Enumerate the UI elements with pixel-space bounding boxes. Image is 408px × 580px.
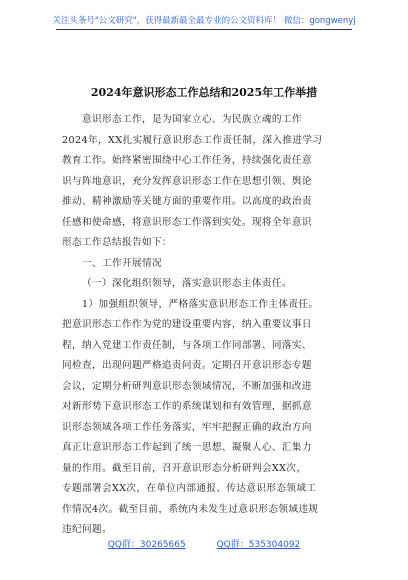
document-line: 推动、精神激励等关键方面的重要作用。以高度的政治责 xyxy=(62,196,312,207)
header-divider xyxy=(56,29,352,30)
document-line: 作情况4次。截至目前，系统内未发生过意识形态领域违规 xyxy=(62,503,319,515)
document-line: 违纪问题。 xyxy=(62,524,112,535)
document-body xyxy=(62,110,352,541)
document-line: 识形态领域各项工作任务落实，牢牢把握正确的政治方向 xyxy=(62,421,312,433)
document-line: （一）深化组织领导，落实意识形态主体责任。 xyxy=(82,278,292,289)
document-line: 真正让意识形态工作起到了统一思想、凝聚人心、汇集力 xyxy=(62,442,312,453)
qq-group-2[interactable]: QQ群：535304092 xyxy=(216,540,301,550)
document-line: 会议，定期分析研判意识形态领域情况，不断加强和改进 xyxy=(62,380,312,392)
header-banner: 关注头条号"公文研究"，获得最新最全最专业的公文资料库！ 微信：gongwenyj xyxy=(52,16,356,26)
document-line: 一、工作开展情况 xyxy=(82,257,162,269)
qq-group-1[interactable]: QQ群：30265665 xyxy=(107,540,186,550)
footer xyxy=(0,537,408,550)
document-line: 识与阵地意识，充分发挥意识形态工作在思想引领、舆论 xyxy=(62,175,312,187)
document-line: 对新形势下意识形态工作的系统谋划和有效管理，据抓意 xyxy=(62,401,312,412)
document-line: 专题部署会XX次，在单位内部通报、传达意识形态领域工 xyxy=(62,483,317,494)
document-line: 形态工作总结报告如下： xyxy=(62,237,172,248)
document-line: 1）加强组织领导，严格落实意识形态工作主体责任。 xyxy=(82,298,319,310)
document-line: 任感和使命感，将意识形态工作落到实处。现将全年意识 xyxy=(62,216,312,228)
document-line: 程，纳入党建工作责任制，与各项工作同部署、同落实、 xyxy=(62,339,312,351)
document-line: 同检查，出现问题严格追责问责。定期召开意识形态专题 xyxy=(62,360,312,371)
document-line: 量的作用。截至目前，召开意识形态分析研判会XX次， xyxy=(62,462,307,474)
document-title: 2024年意识形态工作总结和2025年工作举措 xyxy=(90,86,318,99)
document-line: 意识形态工作，是为国家立心、为民族立魂的工作 xyxy=(82,114,302,125)
document-line: 2024年，XX扎实履行意识形态工作责任制，深入推进学习 xyxy=(62,134,323,146)
document-line: 教育工作。始终紧密围绕中心工作任务，持续强化责任意 xyxy=(62,155,312,166)
document-line: 把意识形态工作作为党的建设重要内容，纳入重要议事日 xyxy=(62,319,312,330)
